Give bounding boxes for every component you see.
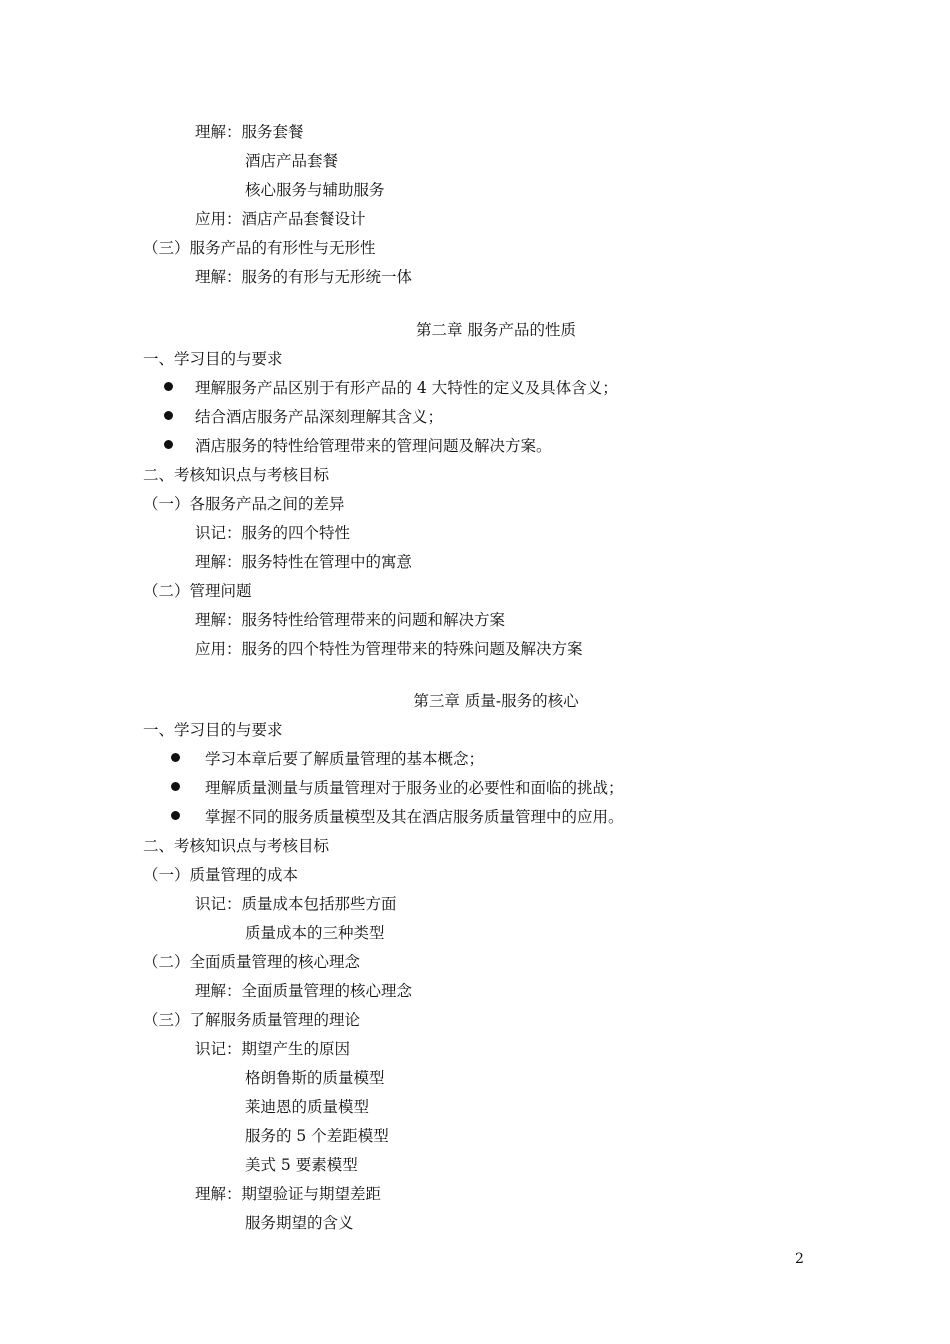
ch3-sub1-title: （一）质量管理的成本 xyxy=(143,866,299,884)
bullet-icon xyxy=(164,382,173,391)
ch3-sub2-understand: 理解：全面质量管理的核心理念 xyxy=(195,982,413,1000)
ch3-goal-1: 学习本章后要了解质量管理的基本概念； xyxy=(205,750,485,768)
ch3-sub3-understand-item2: 服务期望的含义 xyxy=(245,1214,354,1232)
bullet-icon xyxy=(164,411,173,420)
ch2-goal-1: 理解服务产品区别于有形产品的 4 大特性的定义及具体含义； xyxy=(195,379,618,397)
apply-package-design: 应用：酒店产品套餐设计 xyxy=(195,210,366,228)
ch3-sub1-identify: 识记：质量成本包括那些方面 xyxy=(195,895,397,913)
ch3-sub3-identify: 识记：期望产生的原因 xyxy=(195,1040,351,1058)
bullet-icon xyxy=(171,811,180,820)
ch2-sub1-title: （一）各服务产品之间的差异 xyxy=(143,495,345,513)
understand-tangibility: 理解：服务的有形与无形统一体 xyxy=(195,268,413,286)
ch2-goal-3: 酒店服务的特性给管理带来的管理问题及解决方案。 xyxy=(195,437,552,455)
subsection-tangibility-title: （三）服务产品的有形性与无形性 xyxy=(143,239,376,257)
ch3-sub3-item: 莱迪恩的质量模型 xyxy=(245,1098,370,1116)
ch2-goals-heading: 一、学习目的与要求 xyxy=(143,350,283,368)
ch3-points-heading: 二、考核知识点与考核目标 xyxy=(143,837,330,855)
chapter-2-title: 第二章 服务产品的性质 xyxy=(416,321,576,339)
ch3-sub3-item: 格朗鲁斯的质量模型 xyxy=(245,1069,385,1087)
ch3-sub3-title: （三）了解服务质量管理的理论 xyxy=(143,1011,361,1029)
item-core-aux-service: 核心服务与辅助服务 xyxy=(245,181,385,199)
ch2-sub1-identify: 识记：服务的四个特性 xyxy=(195,524,351,542)
bullet-icon xyxy=(171,753,180,762)
ch2-sub2-apply: 应用：服务的四个特性为管理带来的特殊问题及解决方案 xyxy=(195,640,583,658)
ch3-sub3-item: 美式 5 要素模型 xyxy=(245,1156,358,1174)
ch3-sub3-understand: 理解：期望验证与期望差距 xyxy=(195,1185,382,1203)
ch2-sub2-understand: 理解：服务特性给管理带来的问题和解决方案 xyxy=(195,611,506,629)
page-number: 2 xyxy=(795,1251,804,1267)
bullet-icon xyxy=(171,782,180,791)
ch2-points-heading: 二、考核知识点与考核目标 xyxy=(143,466,330,484)
ch3-goals-heading: 一、学习目的与要求 xyxy=(143,721,283,739)
ch3-sub3-item: 服务的 5 个差距模型 xyxy=(245,1127,389,1145)
ch2-goal-2: 结合酒店服务产品深刻理解其含义； xyxy=(195,408,444,426)
ch3-goal-2: 理解质量测量与质量管理对于服务业的必要性和面临的挑战； xyxy=(205,779,624,797)
understand-service-package: 理解：服务套餐 xyxy=(195,123,304,141)
ch3-sub2-title: （二）全面质量管理的核心理念 xyxy=(143,953,361,971)
ch3-goal-3: 掌握不同的服务质量模型及其在酒店服务质量管理中的应用。 xyxy=(205,808,624,826)
bullet-icon xyxy=(164,440,173,449)
ch2-sub2-title: （二）管理问题 xyxy=(143,582,252,600)
ch3-sub1-item2: 质量成本的三种类型 xyxy=(245,924,385,942)
item-hotel-package: 酒店产品套餐 xyxy=(245,152,339,170)
chapter-3-title: 第三章 质量-服务的核心 xyxy=(413,692,579,710)
ch2-sub1-understand: 理解：服务特性在管理中的寓意 xyxy=(195,553,413,571)
